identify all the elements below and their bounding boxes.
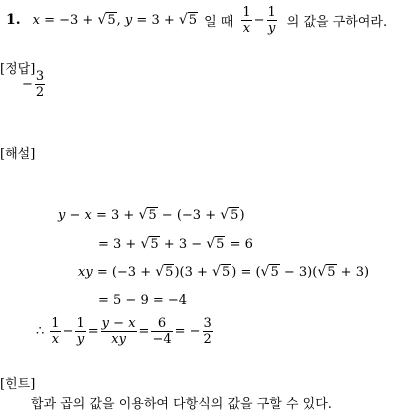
answer-label: [정답]	[0, 62, 36, 77]
solution-line-1: y − x = 3 + √5 − (−3 + √5)	[58, 207, 245, 223]
question-line	[6, 6, 387, 34]
solution-label: [해설]	[0, 147, 36, 162]
solution-line-2: = 3 + √5 + 3 − √5 = 6	[98, 236, 253, 252]
hint-label: [힌트]	[0, 377, 36, 392]
answer-value: − $\frac{3}{2}$	[22, 69, 45, 100]
question-condition: 일 때	[204, 14, 234, 30]
fraction-one-over-y: $\frac{1}{y}$	[267, 4, 276, 36]
solution-line-4: = 5 − 9 = −4	[98, 293, 188, 308]
hint-text: 합과 곱의 값을 이용하여 다항식의 값을 구할 수 있다.	[31, 397, 332, 412]
question-ask: 의 값을 구하여라.	[286, 14, 388, 30]
question-number: 1.	[6, 12, 21, 28]
question-variables: x = −3 + √5, y = 3 + √5	[32, 12, 198, 28]
fraction-one-over-x: $\frac{1}{x}$	[242, 4, 251, 36]
minus-sign: −	[253, 12, 265, 28]
solution-line-5: ∴ $\frac{1}{x}$ − $\frac{1}{y}$ = $\frac{y - x}{xy}$ = $\frac{6}{-4}$ = − $\frac{3}{2}$	[36, 316, 212, 347]
solution-line-3: xy = (−3 + √5)(3 + √5) = (√5 − 3)(√5 + 3)	[78, 264, 370, 280]
